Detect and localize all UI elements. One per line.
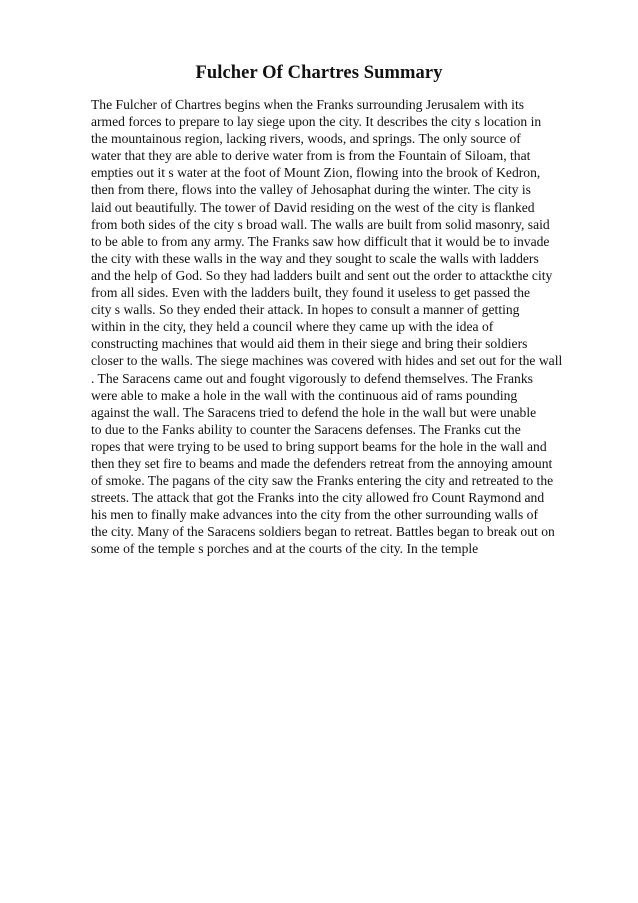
body-text-line: armed forces to prepare to lay siege upon the city. It describes the city s location in [91,114,542,130]
body-text-line: city s walls. So they ended their attack. In hopes to consult a manner of getting [91,302,520,318]
body-text-line: some of the temple s porches and at the courts of the city. In the temple [91,541,479,557]
body-text-line: from both sides of the city s broad wall. The walls are built from solid masonry, said [91,216,550,232]
document-body [91,96,611,558]
body-text-line: streets. The attack that got the Franks into the city allowed fro Count Raymond and [91,490,545,506]
body-text-line: then from there, flows into the valley of Jehosaphat during the winter. The city is [91,182,531,198]
body-text-line: of smoke. The pagans of the city saw the Franks entering the city and retreated to the [91,473,554,489]
body-text-line: the city. Many of the Saracens soldiers began to retreat. Battles began to break out on [91,524,555,540]
body-text-line: laid out beautifully. The tower of David residing on the west of the city is flanked [91,199,535,215]
body-text-line: and the help of God. So they had ladders built and sent out the order to attackthe city [91,267,553,283]
body-text-line: The Fulcher of Chartres begins when the Franks surrounding Jerusalem with its [91,97,525,112]
body-text-line: the city with these walls in the way and they sought to scale the walls with ladders [91,250,539,266]
body-text-line: closer to the walls. The siege machines was covered with hides and set out for the wall [91,353,563,369]
body-text-line: then they set fire to beams and made the defenders retreat from the annoying amount [91,455,553,471]
body-text-line: empties out it s water at the foot of Mount Zion, flowing into the brook of Kedron, [91,165,541,181]
body-text-line: ropes that were trying to be used to bring support beams for the hole in the wall and [91,438,547,454]
body-text-line: to be able to from any army. The Franks saw how difficult that it would be to invade [91,233,550,249]
body-text-line: within in the city, they held a council where they came up with the idea of [91,319,494,335]
body-text-line: to due to the Fanks ability to counter the Saracens defenses. The Franks cut the [91,421,521,437]
body-text-line: . The Saracens came out and fought vigorously to defend themselves. The Franks [91,370,533,386]
body-text-line: his men to finally make advances into the city from the other surrounding walls of [91,507,538,523]
body-text-line: water that they are able to derive water from is from the Fountain of Siloam, that [91,148,531,164]
body-text-line: from all sides. Even with the ladders built, they found it useless to get passed the [91,285,531,301]
body-text-line: constructing machines that would aid them in their siege and bring their soldiers [91,336,528,352]
document-title: Fulcher Of Chartres Summary [195,63,443,83]
body-text-line: the mountainous region, lacking rivers, woods, and springs. The only source of [91,131,521,147]
body-text-line: were able to make a hole in the wall with the continuous aid of rams pounding [91,387,518,403]
body-text-line: against the wall. The Saracens tried to defend the hole in the wall but were unable [91,404,537,420]
